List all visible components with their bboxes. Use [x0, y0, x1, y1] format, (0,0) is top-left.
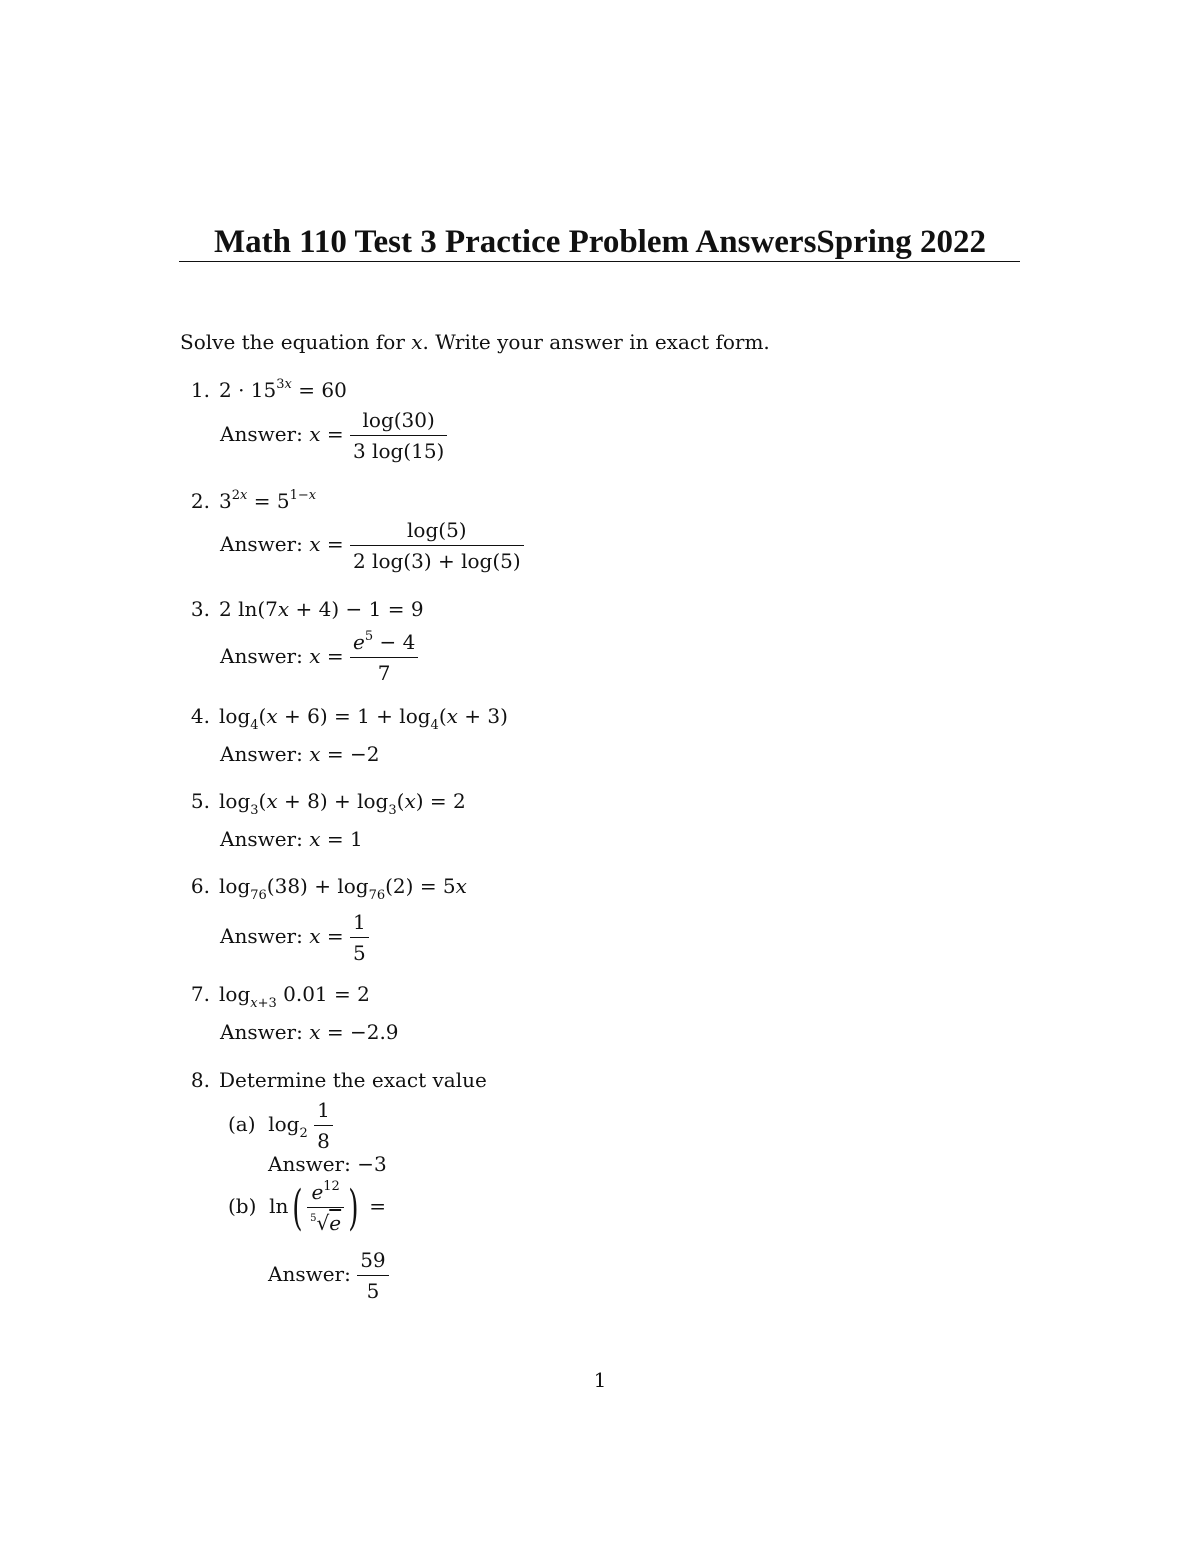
problem-2-answer: Answer: x = $\frac{\log(5)}{2 \log(3) + \log(5)}$: [220, 518, 524, 573]
problem-7-equation: $\log_{x+3} 0.01 = 2$: [219, 982, 370, 1011]
fraction-e-power: $\frac{e^{12}}{^5√e}$: [307, 1180, 344, 1235]
problem-5-equation: $\log_3(x + 8) + \log_3(x) = 2$: [219, 789, 466, 818]
problem-4-equation: $\log_4(x + 6) = 1 + \log_4(x + 3)$: [219, 704, 508, 733]
page-number: 1: [593, 1368, 607, 1392]
answer-fraction: $\frac{1}{5}$: [350, 910, 369, 965]
problem-1-number: 1.: [190, 378, 210, 402]
answer-fraction: $\frac{\log(30)}{3 \log(15)}$: [350, 408, 447, 463]
subproblem-b-answer: Answer: $\frac{59}{5}$: [268, 1248, 389, 1303]
problem-1-equation: $2 \cdot 15^{3x} = 60$: [219, 377, 347, 402]
subproblem-a: (a) $\log_2$ $\frac{1}{8}$: [228, 1098, 333, 1153]
problem-2-number: 2.: [190, 489, 210, 513]
problem-7-answer: Answer: x = −2.9: [220, 1020, 399, 1044]
problem-5-number: 5.: [190, 789, 210, 813]
problem-1-answer: Answer: x = $\frac{\log(30)}{3 \log(15)}$: [220, 408, 447, 463]
problem-6-equation: $\log_{76}(38) + \log_{76}(2) = 5x$: [219, 874, 467, 903]
title-rule: [179, 261, 1020, 262]
page-title: Math 110 Test 3 Practice Problem AnswersSpring 2022: [213, 224, 987, 260]
problem-2-equation: $3^{2x} = 5^{1-x}$: [219, 488, 317, 513]
subproblem-b: (b) ln( $\frac{e^{12}}{^5√e}$ ) =: [228, 1179, 386, 1236]
problem-3-equation: 2 ln(7x + 4) − 1 = 9: [219, 597, 424, 621]
problem-3-number: 3.: [190, 597, 210, 621]
subproblem-a-answer: Answer: −3: [268, 1152, 387, 1176]
answer-fraction: $\frac{\log(5)}{2 \log(3) + \log(5)}$: [350, 518, 524, 573]
problem-8-text: Determine the exact value: [219, 1068, 487, 1092]
problem-5-answer: Answer: x = 1: [220, 827, 363, 851]
problem-7-number: 7.: [190, 982, 210, 1006]
instructions: Solve the equation for x. Write your answer in exact form.: [180, 330, 770, 354]
problem-6-answer: Answer: x = $\frac{1}{5}$: [220, 910, 369, 965]
problem-6-number: 6.: [190, 874, 210, 898]
problem-8-number: 8.: [190, 1068, 210, 1092]
problem-3-answer: Answer: x = $\frac{e^5 - 4}{7}$: [220, 630, 418, 685]
fraction-one-eighth: $\frac{1}{8}$: [314, 1098, 333, 1153]
problem-4-answer: Answer: x = −2: [220, 742, 380, 766]
answer-fraction: $\frac{e^5 - 4}{7}$: [350, 630, 418, 685]
problem-4-number: 4.: [190, 704, 210, 728]
answer-fraction: $\frac{59}{5}$: [357, 1248, 388, 1303]
